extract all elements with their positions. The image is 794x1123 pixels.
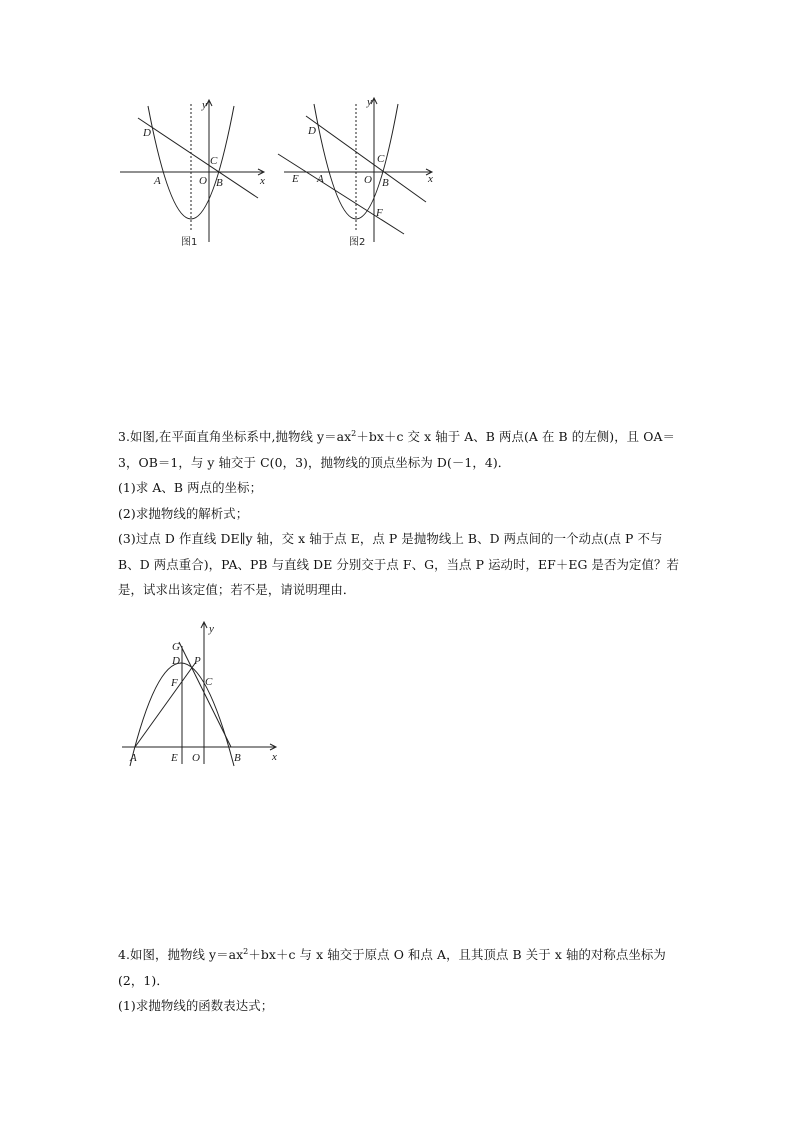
q3-line-1-pre: 3.如图,在平面直角坐标系中,抛物线 y＝ax: [118, 429, 352, 444]
q4-line-1: [118, 942, 703, 968]
q3-part-2: (2)求抛物线的解析式；: [118, 505, 249, 521]
figure-caption: 图1: [181, 237, 198, 248]
label-y: y: [202, 99, 207, 111]
label-o: O: [199, 175, 207, 187]
label-d: D: [308, 125, 316, 137]
q3-line-1-post: ＋bx＋c 交 x 轴于 A、B 两点(A 在 B 的左侧)，且 OA＝: [356, 429, 676, 444]
q4-exponent: 2: [243, 947, 249, 956]
q3-part-1: (1)求 A、B 两点的坐标；: [118, 480, 263, 495]
q3-line-1: [118, 424, 703, 450]
q3-exponent: 2: [351, 429, 357, 438]
label-d: D: [143, 127, 151, 139]
line-pa: [135, 662, 196, 747]
q4-line-1-pre: 4.如图，抛物线 y＝ax: [118, 947, 244, 962]
label-x: x: [272, 751, 277, 763]
label-a: A: [130, 752, 137, 764]
label-x: x: [260, 175, 265, 187]
figure-caption: 图2: [349, 237, 366, 248]
label-a: A: [154, 175, 161, 187]
label-c: C: [205, 676, 213, 688]
q4-part-1: (1)求抛物线的函数表达式；: [118, 998, 274, 1013]
label-y: y: [209, 623, 214, 635]
label-b: B: [234, 752, 241, 764]
figure-3: [118, 616, 288, 768]
q3-line-2: 3，OB＝1，与 y 轴交于 C(0，3)，抛物线的顶点坐标为 D(－1，4)．: [118, 454, 511, 470]
label-y: y: [367, 96, 372, 108]
figure-1: [118, 92, 278, 252]
q3-part-3-line-3: 是，试求出该定值；若不是，请说明理由．: [118, 582, 356, 597]
line-db: [306, 116, 426, 202]
q3-part-3-line-1: (3)过点 D 作直线 DE∥y 轴，交 x 轴于点 E，点 P 是抛物线上 B、D 两点间的一个动点(点 P 不与: [118, 531, 663, 546]
label-f: F: [171, 677, 178, 689]
label-c: C: [210, 155, 218, 167]
parabola: [148, 106, 234, 219]
q4-line-1-post: ＋bx＋c 与 x 轴交于原点 O 和点 A，且其顶点 B 关于 x 轴的对称点坐标为: [248, 947, 666, 962]
label-c: C: [377, 153, 385, 165]
q4-line-2: (2，1)．: [118, 972, 169, 988]
label-e: E: [292, 173, 299, 185]
label-p: P: [194, 655, 201, 667]
line-gb: [179, 642, 231, 747]
label-f: F: [376, 207, 383, 219]
question-4: [118, 942, 703, 1019]
figure-2: [276, 92, 440, 252]
label-x: x: [428, 173, 433, 185]
label-b: B: [382, 177, 389, 189]
question-3: [118, 424, 703, 603]
label-b: B: [216, 177, 223, 189]
label-e: E: [171, 752, 178, 764]
label-g: G: [172, 641, 180, 653]
label-o: O: [364, 174, 372, 186]
label-o: O: [192, 752, 200, 764]
label-d: D: [172, 655, 180, 667]
line-ef: [278, 154, 404, 234]
q3-part-3-line-2: B、D 两点重合)，PA、PB 与直线 DE 分别交于点 F、G，当点 P 运动时，EF＋EG 是否为定值？若: [118, 556, 679, 572]
label-a: A: [317, 173, 324, 185]
